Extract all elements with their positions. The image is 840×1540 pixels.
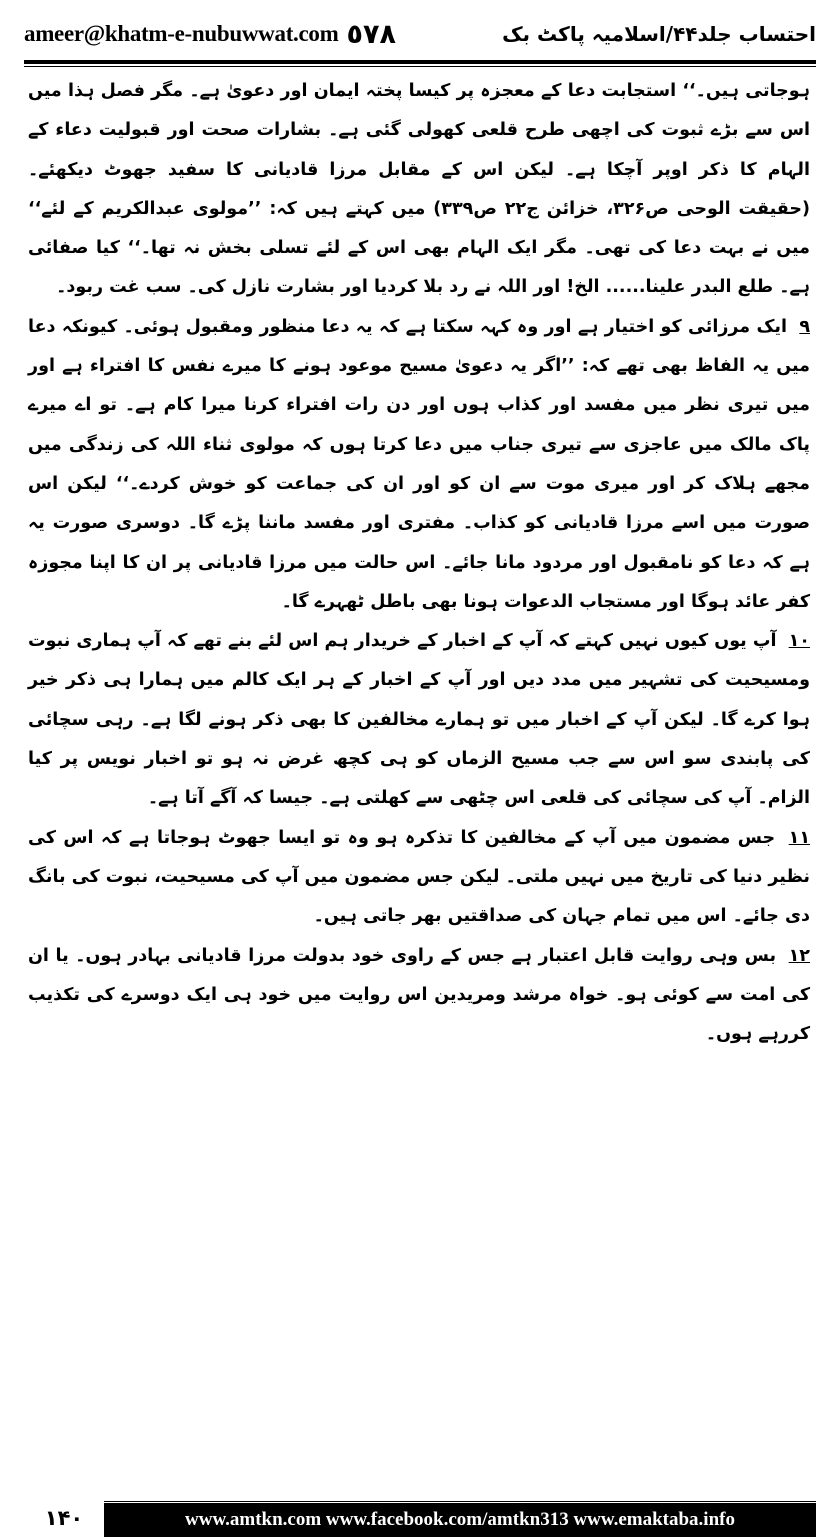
- header-rule-thin: [24, 66, 816, 67]
- footer-links-bar: [104, 1500, 816, 1537]
- paragraph-number: ۱۲: [788, 945, 810, 966]
- header-rule: [24, 60, 816, 64]
- paragraph-text: آپ یوں کیوں نہیں کہتے کہ آپ کے اخبار کے خریدار ہم اس لئے بنے تھے کہ آپ ہماری نبوت ومسیحیت کی تشہیر میں مدد دیں اور آپ کے اخبار کے ہر ایک کالم میں ہمارا ہی ذکر خیر ہوا کرے گا۔ لیکن آپ کے اخبار میں تو ہمارے مخالفین کا بھی ذکر ہونے لگا ہے۔ رہی سچائی کی پابندی سو اس سے جب مسیح الزماں کو ہی کچھ غرض نہ ہو تو اخبار نویس پر کیا الزام۔ آپ کی سچائی کی قلعی اس چٹھی سے کھلتی ہے۔ جیسا کہ آگے آتا ہے۔: [28, 631, 810, 809]
- paragraph-text: ہوجاتی ہیں۔‘‘ استجابت دعا کے معجزہ پر کیسا پختہ ایمان اور دعویٰ ہے۔ مگر فصل ہذا میں اس سے بڑے ثبوت کی اچھی طرح قلعی کھولی گئی ہے۔ بشارات صحت اور قبولیت دعاء کے الہام کا ذکر اوپر آچکا ہے۔ لیکن اس کے مقابل مرزا قادیانی کا سفید جھوٹ دیکھئے۔ (حقیقت الوحی ص۳۲۶، خزائن ج۲۲ ص۳۳۹) میں کہتے ہیں کہ: ’’مولوی عبدالکریم کے لئے‘‘ میں نے بہت دعا کی تھی۔ مگر ایک الہام بھی اس کے لئے تسلی بخش نہ تھا۔‘‘ کیا صفائی ہے۔ طلع البدر علینا...... الخ! اور اللہ نے رد بلا کردیا اور بشارت نازل کی۔ سب غت ربود۔: [28, 81, 810, 298]
- contact-email: ameer@khatm-e-nubuwwat.com: [24, 21, 339, 46]
- paragraph-text: جس مضمون میں آپ کے مخالفین کا تذکرہ ہو وہ تو ایسا جھوٹ ہوجاتا ہے کہ اس کی نظیر دنیا کی تاریخ میں نہیں ملتی۔ لیکن جس مضمون میں آپ کی مسیحیت، نبوت کی بانگ دی جائے۔ اس میں تمام جہان کی صداقتیں بھر جاتی ہیں۔: [28, 827, 810, 927]
- paragraph-text: بس وہی روایت قابل اعتبار ہے جس کے راوی خود بدولت مرزا قادیانی بہادر ہوں۔ یا ان کی امت سے کوئی ہو۔ خواہ مرشد ومریدین اس روایت میں خود ہی ایک دوسرے کی تکذیب کررہے ہوں۔: [28, 945, 810, 1045]
- paragraph: [28, 819, 810, 937]
- paragraph-number: ۱۰: [788, 631, 810, 652]
- paragraph-number: ۹: [799, 316, 810, 337]
- paragraph: [28, 622, 810, 818]
- page-body: [28, 72, 810, 1054]
- paragraph: [28, 72, 810, 308]
- page-footer: [24, 1500, 816, 1536]
- paragraph-number: ۱۱: [788, 827, 811, 848]
- header-left: [24, 19, 396, 50]
- paragraph-text: ایک مرزائی کو اختیار ہے اور وہ کہہ سکتا ہے کہ یہ دعا منظور ومقبول ہوئی۔ کیونکہ دعا میں یہ الفاظ بھی تھے کہ: ’’اگر یہ دعویٰ مسیح موعود ہونے کا میرے نفس کا افتراء ہے اور میں تیری نظر میں مفسد اور کذاب ہوں اور دن رات افتراء کرنا میرا کام ہے۔ تو اے میرے پاک مالک میں عاجزی سے تیری جناب میں دعا کرتا ہوں کہ مولوی ثناء اللہ کی زندگی میں مجھے ہلاک کر اور میری موت سے ان کو اور ان کی جماعت کو خوش کردے۔‘‘ لیکن اس صورت میں اسے مرزا قادیانی کو کذاب۔ مفتری اور مفسد ماننا پڑے گا۔ دوسری صورت یہ ہے کہ دعا کو نامقبول اور مردود مانا جائے۔ اس حالت میں مرزا قادیانی پر ان کا اپنا مجوزہ کفر عائد ہوگا اور مستجاب الدعوات ہونا بھی باطل ٹھہرے گا۔: [28, 316, 810, 612]
- page-header: [24, 14, 816, 54]
- book-title: احتساب جلد۴۴/اسلامیہ پاکٹ بک: [502, 22, 816, 46]
- footer-links: www.amtkn.com www.facebook.com/amtkn313 www.emaktaba.info: [185, 1508, 735, 1530]
- page-number: ٥٧٨: [346, 18, 396, 50]
- paragraph: [28, 308, 810, 622]
- paragraph: [28, 937, 810, 1055]
- footer-page-number: ۱۴۰: [44, 1506, 84, 1530]
